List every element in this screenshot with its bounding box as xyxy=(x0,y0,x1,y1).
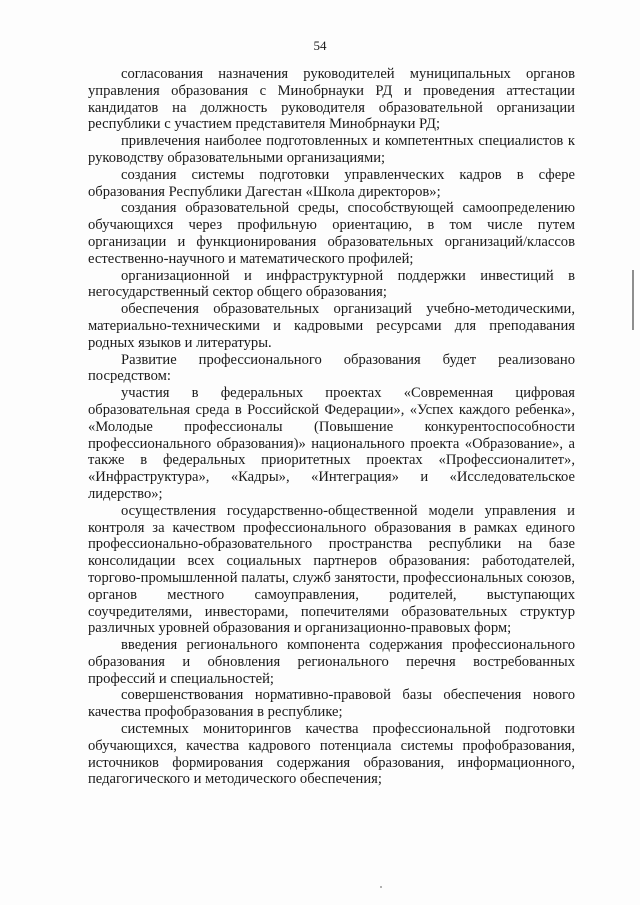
paragraph: организационной и инфраструктурной поддержки инвестиций в негосударственный сектор общего образования; xyxy=(88,267,575,301)
paragraph: совершенствования нормативно-правовой базы обеспечения нового качества профобразования в республике; xyxy=(88,687,575,721)
paragraph: системных мониторингов качества профессиональной подготовки обучающихся, качества кадрового потенциала системы профобразования, источников формирования содержания образования, информационного, педагогического и методического обеспечения; xyxy=(88,721,575,788)
paragraph: согласования назначения руководителей муниципальных органов управления образования с Минобрнауки РД и проведения аттестации кандидатов на должность руководителя образовательной организации республики с участием представителя Минобрнауки РД; xyxy=(88,66,575,133)
paragraph: введения регионального компонента содержания профессионального образования и обновления регионального перечня востребованных профессий и специальностей; xyxy=(88,637,575,687)
document-body xyxy=(88,66,575,788)
paragraph: привлечения наиболее подготовленных и компетентных специалистов к руководству образовательными организациями; xyxy=(88,133,575,166)
paragraph: участия в федеральных проектах «Современная цифровая образовательная среда в Российской Федерации», «Успех каждого ребенка», «Молодые профессионалы (Повышение конкурентоспособности профессионального образования)» национального проекта «Образование», а также в федеральных приоритетных проектах «Профессионалитет», «Инфраструктура», «Кадры», «Интеграция» и «Исследовательское лидерство»; xyxy=(88,385,575,502)
paragraph: Развитие профессионального образования будет реализовано посредством: xyxy=(88,351,575,385)
scan-edge-mark xyxy=(632,270,634,330)
page-number: 54 xyxy=(313,38,327,53)
paragraph: обеспечения образовательных организаций учебно-методическими, материально-техническими и кадровыми ресурсами для преподавания родных языков и литературы. xyxy=(88,301,575,351)
paragraph: создания образовательной среды, способствующей самоопределению обучающихся через профильную ориентацию, в том числе путем организации и функционирования образовательных организаций/классов естественно-научного и математического профилей; xyxy=(88,200,575,267)
paragraph: осуществления государственно-общественной модели управления и контроля за качеством профессионального образования в рамках единого профессионально-образовательного пространства республики на базе консолидации всех социальных партнеров образования: работодателей, торгово-промышленной палаты, служб занятости, профессиональных союзов, органов местного самоуправления, родителей, выступающих соучредителями, инвесторами, попечителями образовательных структур различных уровней образования и организационно-правовых форм; xyxy=(88,502,575,637)
paragraph: создания системы подготовки управленческих кадров в сфере образования Республики Дагестан «Школа директоров»; xyxy=(88,166,575,200)
scan-speck xyxy=(380,886,382,888)
